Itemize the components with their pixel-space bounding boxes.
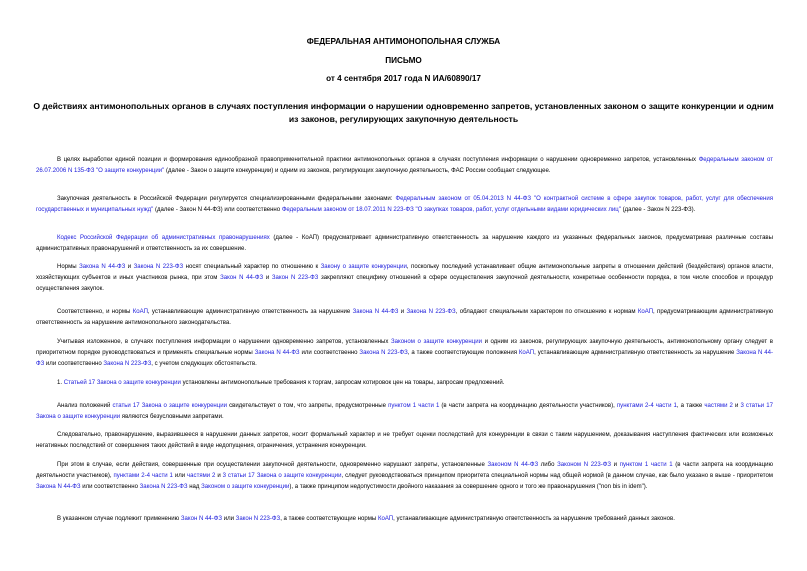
paragraph-4: [36, 262, 773, 294]
paragraph-text: , следует руководствоваться принципом приоритета специальной нормы над общей нормой (в данном случае, как было указано в выше - приоритетом: [341, 472, 773, 479]
document-link[interactable]: Закона N 44-ФЗ: [79, 264, 126, 270]
document-link[interactable]: пунктами 2-4 части 1: [616, 403, 677, 409]
paragraph-9: [36, 430, 773, 452]
paragraph-text: (в части запрета на координацию деятельности участников),: [439, 403, 617, 409]
paragraph-text: свидетельствует о том, что запреты, предусмотренные: [227, 403, 389, 409]
paragraph-text: , а также: [676, 403, 705, 409]
paragraph-text: установлены антимонопольные требования к торгам, запросам котировок цен на товары, запросам предложений.: [180, 380, 505, 386]
document-type: ПИСЬМО: [385, 56, 422, 65]
document-link[interactable]: Законом N 223-ФЗ: [557, 462, 612, 468]
paragraph-text: Нормы: [57, 264, 80, 270]
paragraph-text: и: [398, 309, 407, 315]
document-title: О действиях антимонопольных органов в случаях поступления информации о нарушении одновременно запретов, установленных законом о защите конкуренции и одним из законов, регулирующих закупочную деятельность: [33, 101, 774, 124]
paragraph-text: или: [222, 516, 236, 522]
paragraph-text: , устанавливающие административную ответственность за нарушение: [147, 309, 353, 315]
paragraph-text: и: [732, 403, 741, 409]
paragraph-text: , а также соответствующие нормы: [280, 516, 378, 522]
paragraph-text: Соответственно, и нормы: [57, 309, 133, 315]
paragraph-text: , предусматривающим административную ответственность за нарушение антимонопольного законодательства.: [36, 309, 774, 326]
paragraph-6: [36, 337, 773, 369]
paragraph-text: или соответственно: [80, 483, 140, 490]
issuing-organization: ФЕДЕРАЛЬНАЯ АНТИМОНОПОЛЬНАЯ СЛУЖБА: [306, 37, 501, 46]
document-link[interactable]: статьи 17 Закона о защите конкуренции: [112, 403, 227, 409]
document-link[interactable]: Закон N 223-ФЗ: [271, 274, 319, 281]
paragraph-text: либо: [538, 462, 558, 468]
paragraph-text: и одним из законов, регулирующих закупочную деятельность, антимонопольному органу следует в приоритетном порядке руководствоваться и применять специальные нормы: [36, 339, 773, 356]
paragraph-text: При этом в случае, если действия, совершенные при осуществлении закупочной деятельности, одновременно нарушают запреты, установленные: [57, 462, 488, 468]
paragraph-text: Анализ положений: [57, 403, 113, 409]
paragraph-text: , обладают специальным характером по отношению к нормам: [455, 309, 638, 315]
document-link[interactable]: Закона N 223-ФЗ: [359, 349, 408, 356]
paragraph-3: [36, 233, 773, 255]
document-link[interactable]: КоАП: [377, 516, 394, 522]
document-link[interactable]: 3 статьи 17 Закона о защите конкуренции: [222, 472, 342, 479]
document-link[interactable]: Кодекс Российской Федерации об административных правонарушениях: [57, 235, 270, 241]
document-link[interactable]: Закона N 44-ФЗ: [352, 309, 399, 315]
document-link[interactable]: Закон N 44-ФЗ: [220, 274, 264, 281]
document-link[interactable]: Закона N 223-ФЗ: [139, 483, 188, 490]
document-link[interactable]: Закон N 44-ФЗ: [180, 516, 223, 522]
document-link[interactable]: частями 2: [704, 403, 733, 409]
paragraph-1: [36, 155, 773, 177]
document-link[interactable]: Закона N 223-ФЗ: [133, 264, 184, 270]
paragraph-text: (далее - КоАП) предусматривает административную ответственность за нарушение каждого из указанных федеральных законов, предусматривая различные составы административных правонарушений и ответственность за их совершение.: [36, 235, 773, 252]
document-link[interactable]: пунктом 1 части 1: [619, 462, 673, 468]
document-date-number: от 4 сентября 2017 года N ИА/60890/17: [326, 74, 481, 83]
paragraph-11: [36, 514, 773, 525]
paragraph-text: Следовательно, правонарушение, выразившееся в нарушении данных запретов, носит формальный характер и не требует оценки последствий для конкуренции в связи с таким нарушением, доказывания наступления фактических или возможных негативных последствий от совершения таких действий в виде недопущения, ограничения, устранения конкуренции.: [36, 432, 773, 449]
document-link[interactable]: Законом о защите конкуренции: [390, 339, 482, 345]
document-link[interactable]: Законом N 44-ФЗ: [487, 462, 539, 468]
paragraph-text: и: [215, 472, 223, 479]
paragraph-7: [36, 378, 773, 389]
document-link[interactable]: Федеральным законом от 26.07.2006 N 135-ФЗ "О защите конкуренции": [36, 157, 773, 174]
paragraph-text: ), а также принципом недопустимости двойного наказания за совершение одного и того же правонарушения ("non bis in idem").: [289, 483, 648, 490]
paragraph-text: и: [611, 462, 620, 468]
paragraph-text: , устанавливающие административную ответственность за нарушение: [534, 349, 737, 356]
paragraph-10: [36, 460, 773, 492]
paragraph-text: и: [263, 274, 272, 281]
paragraph-text: или: [172, 472, 188, 479]
document-link[interactable]: Статьей 17 Закона о защите конкуренции: [63, 380, 181, 386]
paragraph-text: , с учетом следующих обстоятельств.: [151, 360, 257, 367]
paragraph-5: [36, 307, 773, 329]
paragraph-text: над: [187, 483, 202, 490]
paragraph-2: [36, 194, 773, 216]
paragraph-text: , поскольку последний устанавливает общие антимонопольные запреты в отношении действий (бездействия) органов власти, хозяйствующих субъектов и иных участников рынка, при этом: [36, 264, 773, 281]
document-link[interactable]: пунктом 1 части 1: [388, 403, 440, 409]
paragraph-text: , устанавливающие административную ответственность за нарушение требований данных законов.: [393, 516, 675, 522]
document-link[interactable]: Федеральным законом от 18.07.2011 N 223-ФЗ "О закупках товаров, работ, услуг отдельными видами юридических лиц": [281, 206, 621, 213]
paragraph-text: являются безусловными запретами.: [120, 413, 224, 420]
paragraph-text: носят специальный характер по отношению к: [183, 264, 321, 270]
paragraph-text: (далее - Закон о защите конкуренции) и одним из законов, регулирующих закупочную деятельность, ФАС России сообщает следующее.: [164, 167, 551, 174]
document-link[interactable]: КоАП: [132, 309, 148, 315]
document-link[interactable]: КоАП: [518, 349, 535, 356]
document-link[interactable]: пунктами 2-4 части 1: [113, 472, 173, 479]
paragraph-text: Закупочная деятельность в Российской Федерации регулируется специализированными федеральными законами:: [57, 196, 396, 202]
document-link[interactable]: частями 2: [187, 472, 216, 479]
document-link[interactable]: КоАП: [637, 309, 654, 315]
document-link[interactable]: Закона N 44-ФЗ: [36, 349, 774, 367]
document-link[interactable]: Законом о защите конкуренции: [201, 483, 290, 490]
paragraph-text: В целях выработки единой позиции и формирования единообразной правоприменительной практики антимонопольных органов в случаях поступления информации о нарушении одновременно запретов, установленных: [57, 157, 699, 163]
paragraph-text: (далее - Закон N 44-ФЗ) или соответственно: [153, 206, 282, 213]
document-link[interactable]: Закон N 223-ФЗ: [235, 516, 281, 522]
document-link[interactable]: Закону о защите конкуренции: [320, 264, 407, 270]
paragraph-text: закрепляют специфику отношений в сфере осуществления закупочной деятельности, конкретные особенности порядка, в том числе способов и процедур осуществления закупок.: [36, 274, 773, 292]
paragraph-text: Учитывая изложенное, в случаях поступления информации о нарушении одновременно запретов, установленных: [57, 339, 391, 345]
document-link[interactable]: Закона N 223-ФЗ: [406, 309, 456, 315]
paragraph-text: , а также соответствующие положения: [407, 349, 519, 356]
document-link[interactable]: 3 статьи 17 Закона о защите конкуренции: [36, 403, 774, 420]
paragraph-text: 1.: [57, 380, 64, 386]
paragraph-text: или соответственно: [44, 360, 104, 367]
paragraph-text: и: [125, 264, 134, 270]
paragraph-text: В указанном случае подлежит применению: [57, 516, 181, 522]
document-link[interactable]: Закона N 44-ФЗ: [36, 483, 81, 490]
paragraph-text: (в части запрета на координацию деятельности участников),: [36, 462, 774, 479]
document-link[interactable]: Закона N 223-ФЗ: [103, 360, 152, 367]
paragraph-text: или соответственно: [299, 349, 360, 356]
paragraph-8: [36, 401, 773, 423]
document-link[interactable]: Федеральным законом от 05.04.2013 N 44-ФЗ "О контрактной системе в сфере закупок товаров, работ, услуг для обеспечения государственных и муниципальных нужд": [36, 196, 773, 213]
document-link[interactable]: Закона N 44-ФЗ: [254, 349, 300, 356]
paragraph-text: (далее - Закон N 223-ФЗ).: [620, 206, 696, 213]
